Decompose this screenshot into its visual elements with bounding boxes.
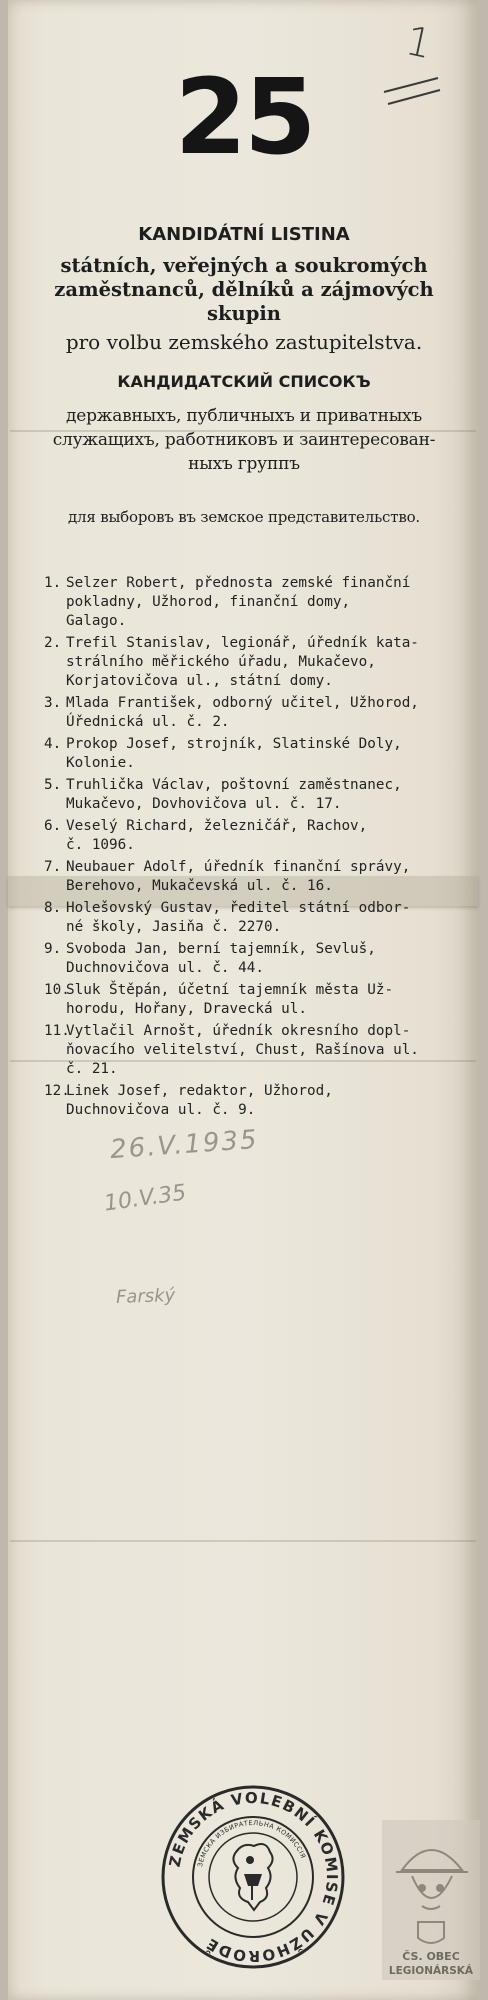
- candidate-number: 8.: [44, 900, 62, 916]
- pencil-date: 26.V.1935: [109, 1124, 260, 1166]
- candidate-text-line: Truhlička Václav, poštovní zaměstnanec,: [66, 777, 402, 793]
- candidate-entry: [44, 776, 464, 814]
- stamp-ring-text: ZEMSKÁ VOLEBNÍ KOMISE V UŽHORODĚ: [165, 1788, 342, 1966]
- candidate-number: 11.: [44, 1023, 70, 1039]
- title-cz: KANDIDÁTNÍ LISTINA: [138, 224, 350, 245]
- legion-watermark-logo: [382, 1820, 480, 1980]
- purpose-ru: для выборовъ въ земское представительство.: [68, 508, 420, 526]
- watermark-line2: LEGIONÁRSKÁ: [388, 1965, 474, 1977]
- election-commission-stamp: [158, 1782, 348, 1972]
- pencil-note: 10.V.35: [102, 1180, 188, 1217]
- candidate-entry: [44, 817, 464, 855]
- candidate-text-line: č. 21.: [66, 1061, 118, 1077]
- candidate-entry: [44, 1022, 464, 1079]
- subtitle-ru-line: служащихъ, работниковъ и заинтересован-: [52, 430, 436, 450]
- candidate-entry: [44, 940, 464, 978]
- candidate-number: 1.: [44, 575, 62, 591]
- candidate-text-line: Mlada František, odborný učitel, Užhorod,: [66, 695, 419, 711]
- candidate-text-line: Neubauer Adolf, úředník finanční správy,: [66, 859, 411, 875]
- subtitle-ru-line: ныхъ группъ: [188, 454, 300, 474]
- subtitle-cz-line: státních, veřejných a soukromých: [60, 254, 428, 277]
- candidate-text-line: Berehovo, Mukačevská ul. č. 16.: [66, 878, 333, 894]
- candidate-text-line: Holešovský Gustav, ředitel státní odbor-: [66, 900, 411, 916]
- candidate-number: 10.: [44, 982, 70, 998]
- pen-annotation-number: 1: [401, 17, 436, 69]
- candidate-text-line: Trefil Stanislav, legionář, úředník kata-: [66, 635, 419, 651]
- candidate-text-line: strálního měřického úřadu, Mukačevo,: [66, 654, 376, 670]
- pencil-signature: Farský: [115, 1284, 176, 1309]
- purpose-cz: pro volbu zemského zastupitelstva.: [65, 330, 423, 354]
- candidate-text-line: Vytlačil Arnošt, úředník okresního dopl-: [66, 1023, 411, 1039]
- candidate-text-line: Korjatovičova ul., státní domy.: [66, 673, 333, 689]
- candidate-text-line: ňovacího velitelství, Chust, Rašínova ul.: [66, 1042, 419, 1058]
- stamp-inner-text: ЗЕМСКА ИЗБИРАТЕЛЬНА КОМИССІЯ: [196, 1818, 308, 1868]
- watermark-line1: ČS. OBEC: [402, 1950, 460, 1963]
- candidate-text-line: Galago.: [66, 613, 127, 629]
- candidate-text-line: Duchnovičova ul. č. 9.: [66, 1102, 256, 1118]
- candidate-number: 12.: [44, 1083, 70, 1099]
- candidate-entry: [44, 694, 464, 732]
- candidate-entry: [44, 574, 464, 631]
- candidate-number: 5.: [44, 777, 62, 793]
- lion-emblem-icon: [233, 1844, 272, 1910]
- candidate-text-line: Prokop Josef, strojník, Slatinské Doly,: [66, 736, 402, 752]
- candidate-number: 9.: [44, 941, 62, 957]
- subtitle-ru-line: державныхъ, публичныхъ и приватныхъ: [65, 406, 423, 426]
- candidate-number: 4.: [44, 736, 62, 752]
- candidate-entry: [44, 899, 464, 937]
- candidate-number: 2.: [44, 635, 62, 651]
- candidate-entry: [44, 735, 464, 773]
- candidate-entry: [44, 1082, 464, 1120]
- candidate-text-line: Linek Josef, redaktor, Užhorod,: [66, 1083, 333, 1099]
- candidate-text-line: Duchnovičova ul. č. 44.: [66, 960, 264, 976]
- candidate-text-line: Sluk Štěpán, účetní tajemník města Už-: [66, 982, 394, 998]
- candidate-entry: [44, 981, 464, 1019]
- candidate-entry: [44, 634, 464, 691]
- ballot-number: 25: [174, 56, 314, 178]
- title-ru: КАНДИДАТСКИЙ СПИСОКЪ: [117, 372, 371, 391]
- candidate-text-line: Mukačevo, Dovhovičova ul. č. 17.: [66, 796, 342, 812]
- subtitle-cz-line: skupin: [207, 302, 281, 325]
- candidate-number: 6.: [44, 818, 62, 834]
- paper-fold: [10, 1540, 476, 1542]
- candidate-entry: [44, 858, 464, 896]
- candidate-text-line: Veselý Richard, železničář, Rachov,: [66, 818, 368, 834]
- candidate-text-line: č. 1096.: [66, 837, 135, 853]
- candidate-text-line: pokladny, Užhorod, finanční domy,: [66, 594, 351, 610]
- candidate-number: 3.: [44, 695, 62, 711]
- candidate-text-line: horodu, Hořany, Dravecká ul.: [66, 1001, 308, 1017]
- candidate-text-line: Svoboda Jan, berní tajemník, Sevluš,: [66, 941, 376, 957]
- candidate-text-line: Úřednická ul. č. 2.: [66, 714, 230, 730]
- candidate-text-line: Selzer Robert, přednosta zemské finanční: [66, 575, 411, 591]
- candidate-text-line: Kolonie.: [66, 755, 135, 771]
- candidate-list: [44, 574, 464, 1123]
- subtitle-cz-line: zaměstnanců, dělníků a zájmových: [54, 278, 434, 301]
- candidate-text-line: né školy, Jasiňa č. 2270.: [66, 919, 282, 935]
- candidate-number: 7.: [44, 859, 62, 875]
